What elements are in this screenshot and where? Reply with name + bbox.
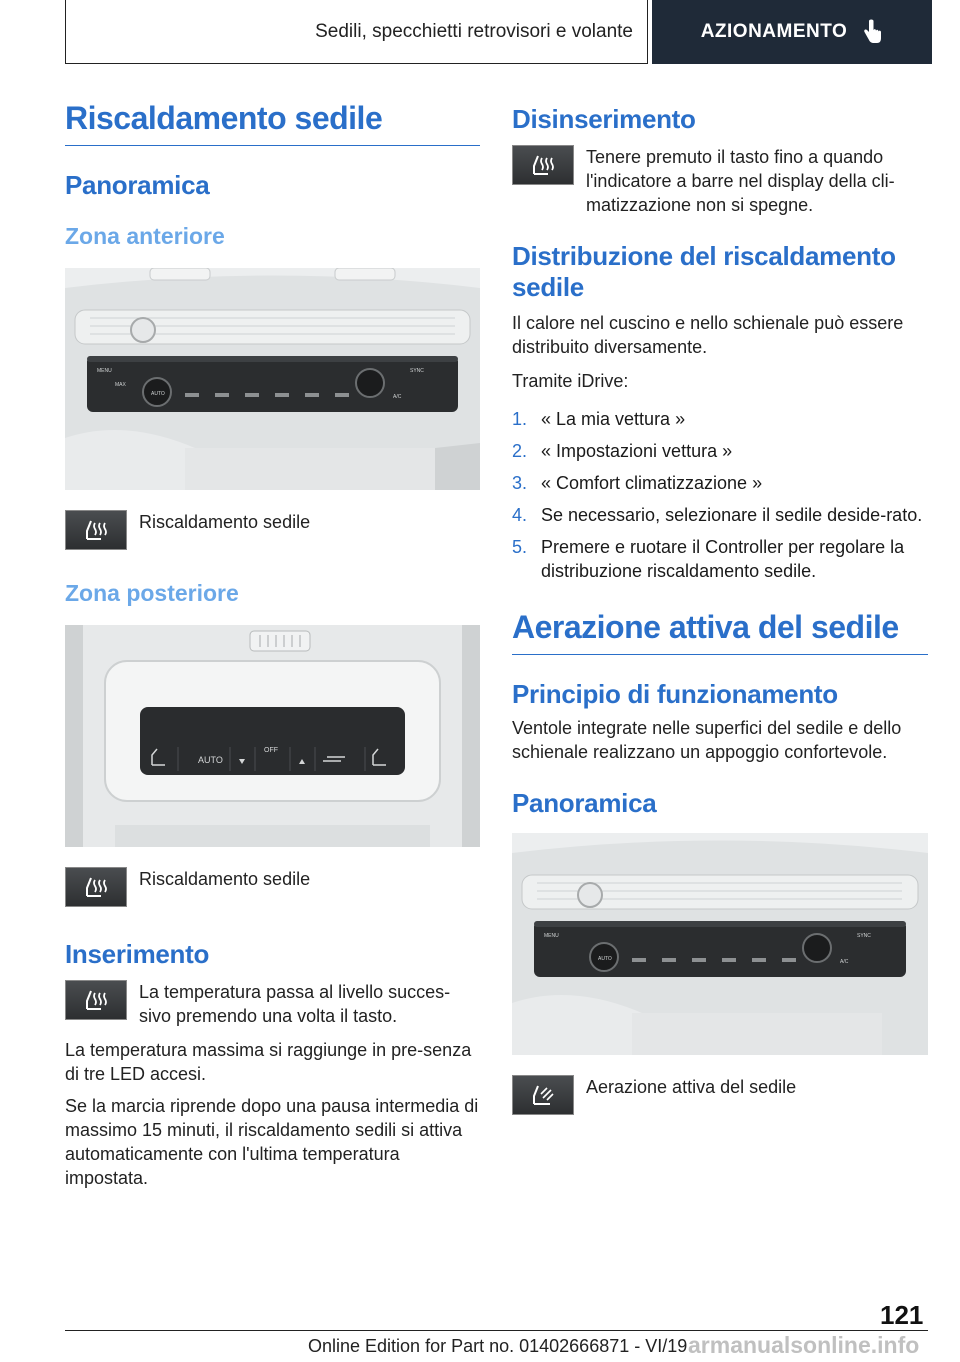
rear-console-illustration <box>65 625 480 847</box>
heading-activation: Inserimento <box>65 939 210 969</box>
rear-auto-label: AUTO <box>198 755 223 765</box>
distribution-paragraph-2: Tramite iDrive: <box>512 371 629 391</box>
step-text: « Impostazioni vettura » <box>541 441 733 461</box>
right-column <box>512 100 928 1115</box>
front-seat-heating-row <box>65 510 480 550</box>
heading-heat-distribution: Distribuzione del riscaldamento sedile <box>512 241 896 302</box>
seat-heating-button-icon <box>65 980 127 1020</box>
list-item <box>512 535 928 583</box>
activation-paragraph-1: La temperatura massima si raggiunge in pre-senza di tre LED accesi. <box>65 1040 472 1084</box>
heading-deactivation: Disinserimento <box>512 104 696 134</box>
rear-off-label: OFF <box>264 747 278 754</box>
deactivation-row <box>512 145 928 217</box>
list-item <box>512 471 928 495</box>
seat-heating-button-icon <box>65 867 127 907</box>
vent-ac-label: A/C <box>840 959 849 965</box>
front-console-illustration <box>65 268 480 490</box>
heading-front-zone: Zona anteriore <box>65 223 225 249</box>
rear-seat-heating-caption: Riscaldamento sedile <box>139 869 311 889</box>
step-text: « Comfort climatizzazione » <box>541 473 763 493</box>
list-item <box>512 407 928 431</box>
header-section-title: Sedili, specchietti retrovisori e volante <box>315 20 633 42</box>
list-item <box>512 503 928 527</box>
heading-overview-ventilation: Panoramica <box>512 788 657 818</box>
list-item <box>512 439 928 463</box>
heading-overview: Panoramica <box>65 170 210 200</box>
seat-heating-button-icon <box>512 145 574 185</box>
front-auto-label: AUTO <box>151 391 165 397</box>
heading-rear-zone: Zona posteriore <box>65 580 239 606</box>
vent-auto-label: AUTO <box>598 956 612 962</box>
idrive-steps-list <box>512 407 928 583</box>
left-column <box>65 100 480 1190</box>
ventilation-console-photo <box>512 833 928 1055</box>
step-number: 3. <box>512 473 528 493</box>
front-sync-label: SYNC <box>410 368 424 374</box>
vent-sync-label: SYNC <box>857 933 871 939</box>
ventilation-console-illustration <box>512 833 928 1055</box>
pointing-hand-icon <box>861 19 883 45</box>
activation-icon-text: La temperatura passa al livello succes-sivo premendo una volta il tasto. <box>139 982 451 1026</box>
ventilation-caption: Aerazione attiva del sedile <box>586 1077 797 1097</box>
page-number: 121 <box>880 1300 924 1330</box>
step-number: 2. <box>512 441 528 461</box>
heading-operating-principle: Principio di funzionamento <box>512 679 838 709</box>
page-title-seat-heating: Riscaldamento sedile <box>65 100 480 146</box>
vent-menu-label: MENU <box>544 933 559 939</box>
watermark: armanualsonline.info <box>688 1332 920 1358</box>
title-active-seat-ventilation: Aerazione attiva del sedile <box>512 609 928 655</box>
step-text: Premere e ruotare il Controller per regolare la distribuzione riscaldamento sedile. <box>541 537 905 581</box>
activation-row <box>65 980 480 1028</box>
footer-divider <box>65 1330 928 1331</box>
header-chapter-tab <box>652 0 932 64</box>
distribution-paragraph-1: Il calore nel cuscino e nello schienale può essere distribuito diversamente. <box>512 313 904 357</box>
seat-ventilation-button-icon <box>512 1075 574 1115</box>
front-seat-heating-caption: Riscaldamento sedile <box>139 512 311 532</box>
rear-seat-heating-row <box>65 867 480 907</box>
step-number: 4. <box>512 505 528 525</box>
front-max-label: MAX <box>115 382 126 388</box>
rear-console-photo <box>65 625 480 847</box>
seat-heating-button-icon <box>65 510 127 550</box>
step-number: 5. <box>512 537 528 557</box>
front-ac-label: A/C <box>393 394 402 400</box>
deactivation-icon-text: Tenere premuto il tasto fino a quando l'indicatore a barre nel display della cli-matizzazione non si spegne. <box>586 147 895 215</box>
footer-edition: Online Edition for Part no. 01402666871 - VI/19 <box>308 1336 688 1356</box>
header-section-tab <box>65 0 648 64</box>
principle-paragraph: Ventole integrate nelle superfici del sedile e dello schienale realizzano un appoggio confortevole. <box>512 718 902 762</box>
step-text: « La mia vettura » <box>541 409 686 429</box>
step-text: Se necessario, selezionare il sedile deside-rato. <box>541 505 923 525</box>
front-menu-label: MENU <box>97 368 112 374</box>
ventilation-row <box>512 1075 928 1115</box>
activation-paragraph-2: Se la marcia riprende dopo una pausa intermedia di massimo 15 minuti, il riscaldamento sedili si attiva automaticamente con l'ultima temperatura impostata. <box>65 1096 479 1188</box>
step-number: 1. <box>512 409 528 429</box>
header-chapter-title: AZIONAMENTO <box>700 21 848 42</box>
front-console-photo <box>65 268 480 490</box>
